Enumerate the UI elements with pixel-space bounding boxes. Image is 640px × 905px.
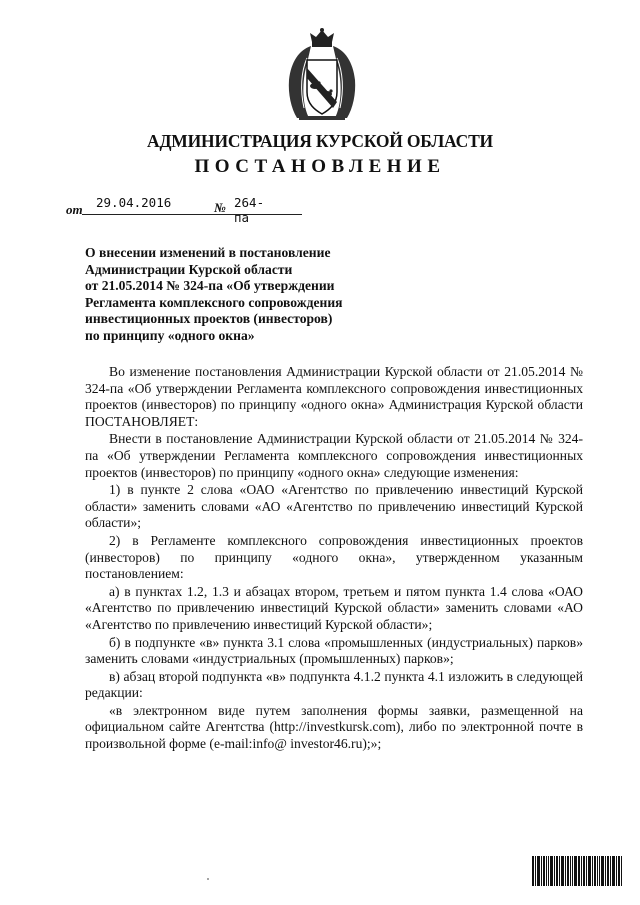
date-label: от xyxy=(66,202,83,217)
subject-line: О внесении изменений в постановление xyxy=(85,245,331,260)
organization-name: АДМИНИСТРАЦИЯ КУРСКОЙ ОБЛАСТИ xyxy=(147,131,493,151)
date-value: 29.04.2016 xyxy=(96,195,172,210)
body-paragraph-item-1: 1) в пункте 2 слова «ОАО «Агентство по привлечению инвестиций Курской области» заменить словами «АО «Агентство по привлечению инвестиций Курской области»; xyxy=(85,482,583,531)
body-paragraph-item-2: 2) в Регламенте комплексного сопровождения инвестиционных проектов (инвесторов) по принципу «одного окна», утвержденном указанным постановлением: xyxy=(85,532,583,582)
subject-line: инвестиционных проектов (инвесторов) xyxy=(85,311,333,326)
document-type-title: ПОСТАНОВЛЕНИЕ xyxy=(194,156,446,177)
body-paragraph-preamble: Во изменение постановления Администрации Курской области от 21.05.2014 № 324-па «Об утверждении Регламента комплексного сопровождения инвестиционных проектов (инвесторов) по принципу «одного окна» Администрация Курской области ПОСТАНОВЛЯЕТ: xyxy=(85,364,583,429)
subject-line: Регламента комплексного сопровождения xyxy=(85,294,343,310)
scan-speck xyxy=(207,878,209,880)
subject-line: по принципу «одного окна» xyxy=(85,327,255,343)
document-body xyxy=(85,364,583,753)
body-paragraph-quoted-text: «в электронном виде путем заполнения формы заявки, размещенной на официальном сайте Агентства (http://investkursk.com), либо по электронной почте в произвольной форме (e-mail:info@ investor46.ru);»; xyxy=(85,702,583,752)
subject-line: Администрации Курской области xyxy=(85,261,293,277)
body-paragraph-item-2v: в) абзац второй подпункта «в» подпункта 4.1.2 пункта 4.1 изложить в следующей редакции: xyxy=(85,668,583,701)
body-paragraph-item-2a: а) в пунктах 1.2, 1.3 и абзацах втором, третьем и пятом пункта 1.4 слова «ОАО «Агентство по привлечению инвестиций Курской области» заменить словами «АО «Агентство по привлечению инвестиций Курской области»; xyxy=(85,583,583,632)
barcode-image xyxy=(532,856,622,886)
body-paragraph-item-2b: б) в подпункте «в» пункта 3.1 слова «промышленных (индустриальных) парков» заменить словами «индустриальных (промышленных) парков»; xyxy=(85,634,583,667)
document-subject xyxy=(85,245,425,344)
coat-of-arms-emblem xyxy=(285,28,359,124)
subject-line: от 21.05.2014 № 324-па «Об утверждении xyxy=(85,278,335,293)
number-label: № xyxy=(214,200,226,215)
body-paragraph-resolution: Внести в постановление Администрации Курской области от 21.05.2014 № 324-па «Об утверждении Регламента комплексного сопровождения инвестиционных проектов (инвесторов) по принципу «одного окна» следующие изменения: xyxy=(85,431,583,480)
number-value: 264-па xyxy=(234,195,265,225)
